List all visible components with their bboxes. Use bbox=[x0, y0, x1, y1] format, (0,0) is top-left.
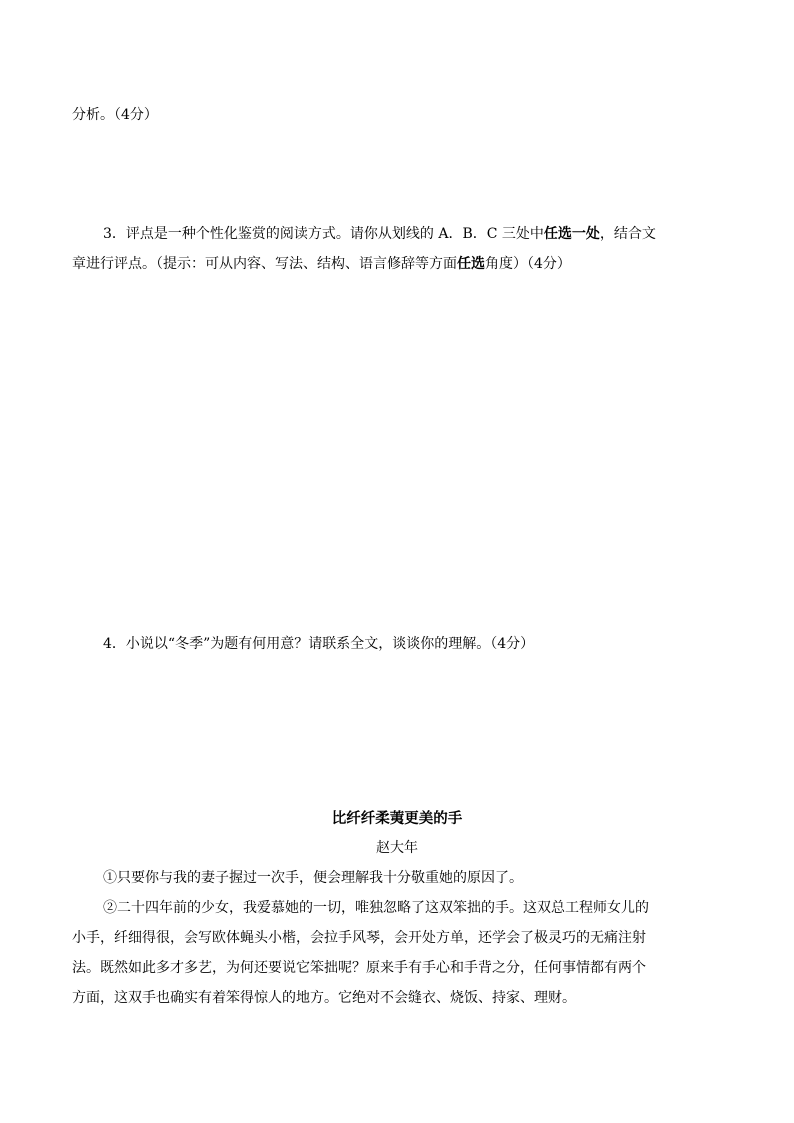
passage-author: 赵大年 bbox=[376, 840, 418, 856]
question-2-tail: 分析。（4分） bbox=[72, 107, 158, 123]
q3-line2-text-b: 角度）（4分） bbox=[485, 256, 571, 272]
q3-line2-text-a: 章进行评点。（提示：可从内容、写法、结构、语言修辞等方面 bbox=[72, 256, 457, 272]
question-3-line-2 bbox=[72, 254, 571, 274]
passage-paragraph-2-line-4: 方面，这双手也确实有着笨得惊人的地方。它绝对不会缝衣、烧饭、持家、理财。 bbox=[72, 990, 576, 1006]
question-3-line-1 bbox=[103, 224, 656, 244]
q3-line1-text-a: 3．评点是一种个性化鉴赏的阅读方式。请你从划线的 A．B．C 三处中 bbox=[103, 226, 544, 242]
passage-title: 比纤纤柔荑更美的手 bbox=[331, 810, 463, 827]
q3-line1-bold: 任选一处 bbox=[543, 226, 600, 242]
q3-line1-text-b: ，结合文 bbox=[599, 226, 656, 242]
passage-paragraph-2-line-2: 小手，纤细得很，会写欧体蝇头小楷，会拉手风琴，会开处方单，还学会了极灵巧的无痛注射 bbox=[72, 930, 646, 946]
passage-paragraph-2-line-1: ②二十四年前的少女，我爱慕她的一切，唯独忽略了这双笨拙的手。这双总工程师女儿的 bbox=[103, 900, 649, 916]
passage-paragraph-1: ①只要你与我的妻子握过一次手，便会理解我十分敬重她的原因了。 bbox=[103, 870, 523, 886]
q3-line2-bold: 任选 bbox=[457, 256, 485, 272]
question-4: 4．小说以“冬季”为题有何用意？请联系全文，谈谈你的理解。（4分） bbox=[103, 636, 535, 652]
passage-paragraph-2-line-3: 法。既然如此多才多艺，为何还要说它笨拙呢？原来手有手心和手背之分，任何事情都有两个 bbox=[72, 960, 646, 976]
